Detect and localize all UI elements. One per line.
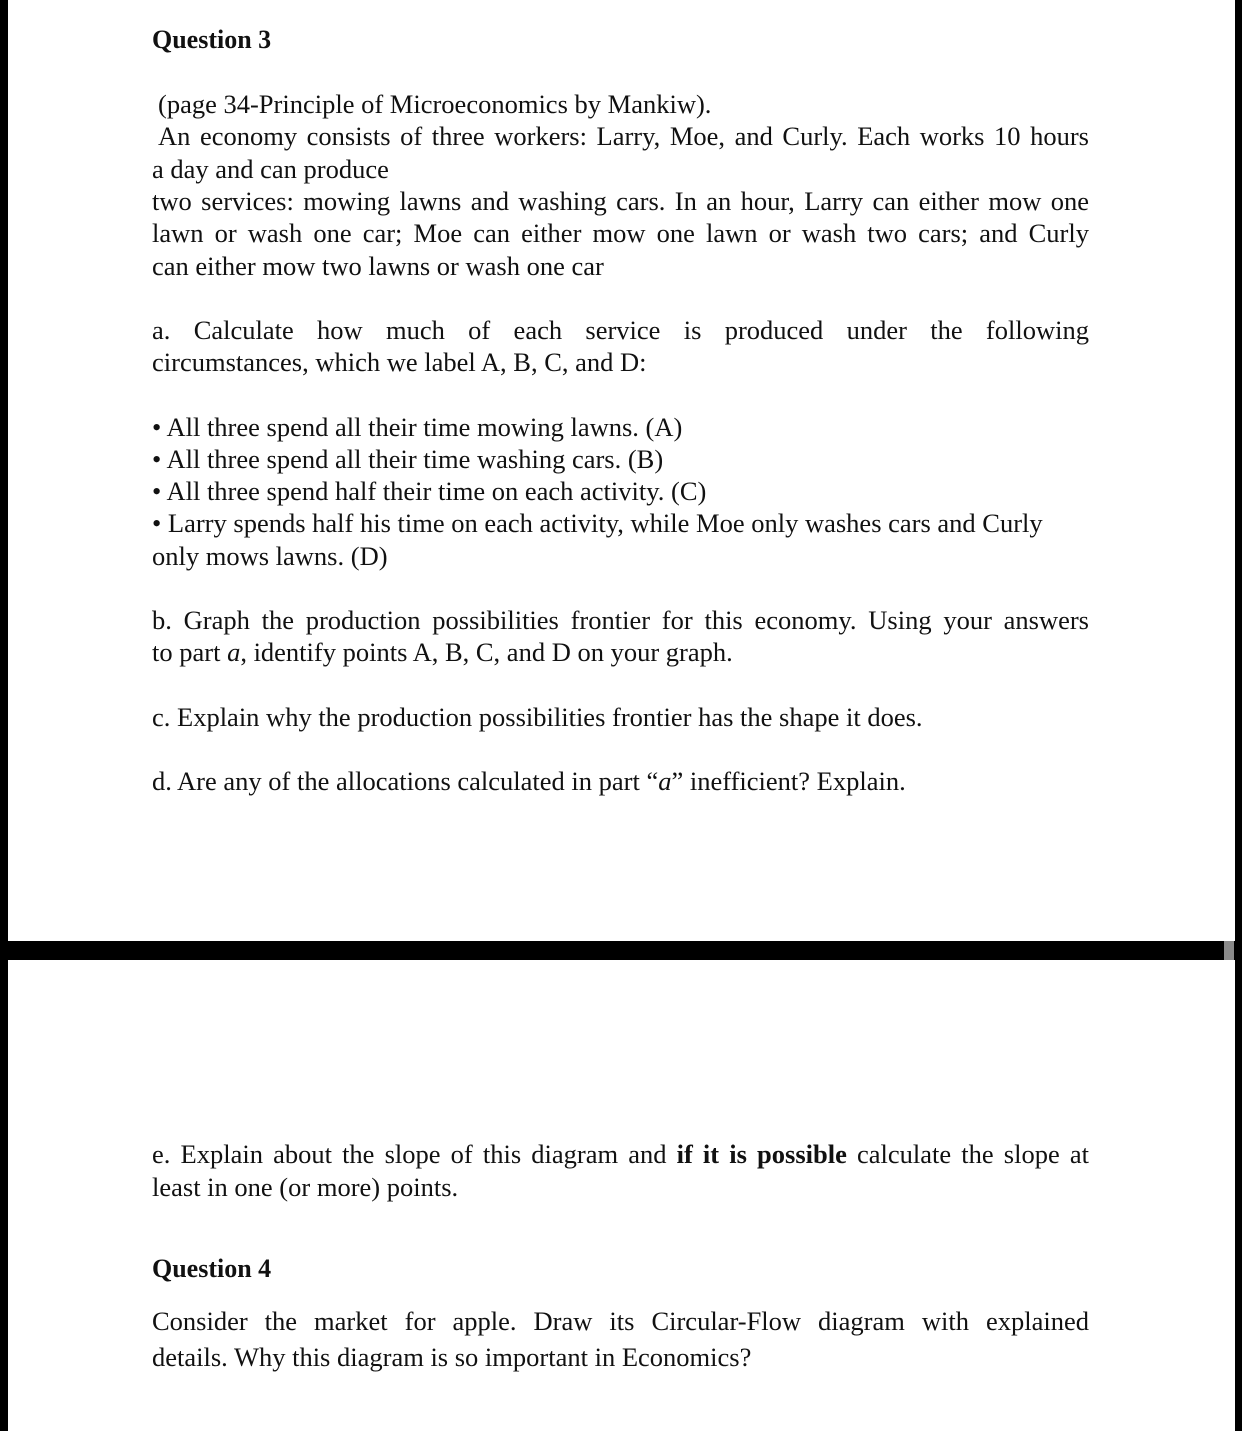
bullet-marker: • <box>152 508 162 538</box>
document-page-1 <box>8 0 1235 941</box>
intro-line-3: a day and can produce <box>152 154 389 184</box>
bullet-text: Larry spends half his time on each activity, while Moe only washes cars and Curly <box>167 508 1043 538</box>
bullet-item-c <box>152 475 1089 508</box>
bullet-marker: • <box>152 412 162 442</box>
bullet-text: All three spend all their time mowing lawns. (A) <box>166 412 683 442</box>
bold-phrase: if it is possible <box>676 1139 847 1169</box>
bullet-marker: • <box>152 476 162 506</box>
italic-a: a <box>227 637 241 667</box>
intro-line-2: An economy consists of three workers: Larry, Moe, and Curly. Each works 10 hours <box>158 121 1089 151</box>
italic-a: a <box>658 766 672 796</box>
intro-line-6: can either mow two lawns or wash one car <box>152 251 604 281</box>
part-e-line-2: least in one (or more) points. <box>152 1172 459 1202</box>
scrollbar-thumb[interactable] <box>1224 941 1234 961</box>
bullet-item-b <box>152 443 1089 476</box>
part-c: c. Explain why the production possibilities frontier has the shape it does. <box>152 702 923 732</box>
bullet-text: All three spend all their time washing cars. (B) <box>166 444 664 474</box>
q4-line-2: details. Why this diagram is so important in Economics? <box>152 1342 752 1372</box>
bullet-item-d <box>152 507 1089 540</box>
part-d: d. Are any of the allocations calculated in part “a” inefficient? Explain. <box>152 766 906 796</box>
q4-line-1: Consider the market for apple. Draw its Circular-Flow diagram with explained <box>152 1306 1089 1336</box>
document-page-2 <box>8 960 1235 1431</box>
bullet-item-d-continued: only mows lawns. (D) <box>152 541 388 571</box>
intro-line-5: lawn or wash one car; Moe can either mow one lawn or wash two cars; and Curly <box>152 218 1089 248</box>
part-b-line-2: to part a, identify points A, B, C, and D on your graph. <box>152 637 733 667</box>
question-4-heading: Question 4 <box>152 1254 272 1283</box>
part-b-line-1: b. Graph the production possibilities frontier for this economy. Using your answers <box>152 605 1089 635</box>
question-3-heading: Question 3 <box>152 25 272 54</box>
part-a-line-1: a. Calculate how much of each service is produced under the following <box>152 315 1089 345</box>
part-e-line-1: e. Explain about the slope of this diagram and if it is possible calculate the slope at <box>152 1139 1089 1169</box>
bullet-text: All three spend half their time on each activity. (C) <box>166 476 707 506</box>
intro-source: (page 34-Principle of Microeconomics by Mankiw). <box>158 89 712 119</box>
bullet-marker: • <box>152 444 162 474</box>
part-a-line-2: circumstances, which we label A, B, C, and D: <box>152 347 647 377</box>
intro-line-4: two services: mowing lawns and washing cars. In an hour, Larry can either mow one <box>152 186 1089 216</box>
bullet-item-a <box>152 411 1089 444</box>
